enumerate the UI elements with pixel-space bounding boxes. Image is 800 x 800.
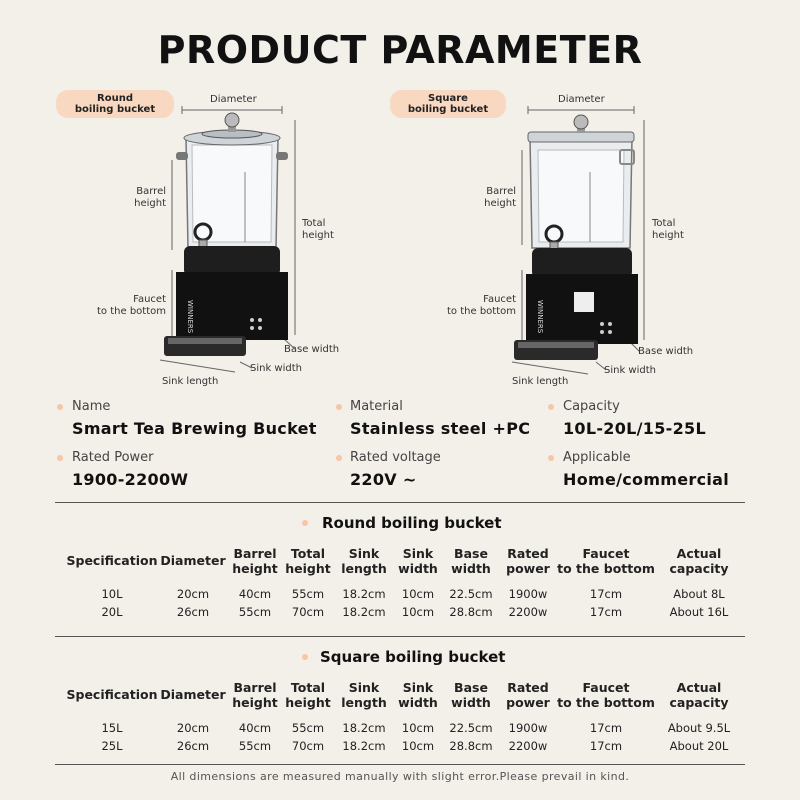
cell: 22.5cm [449,721,493,735]
param-value: 10L-20L/15-25L [563,419,706,438]
param-value: Smart Tea Brewing Bucket [72,419,317,438]
header-cell: Actual capacity [669,546,729,576]
cell: 17cm [589,721,623,735]
param-dot [336,455,342,461]
cell: 17cm [589,605,623,619]
header-cell: Faucet to the bottom [557,680,655,710]
square-table-title: Square boiling bucket [320,648,506,666]
square-barrel-height-l1: Barrel [486,186,516,197]
cell: 10cm [401,739,435,753]
param-label: Capacity [563,399,620,414]
page-title: PRODUCT PARAMETER [157,28,643,72]
header-cell: Specification [66,553,158,568]
cell: 10cm [401,605,435,619]
header-cell: Base width [451,680,491,710]
cell: 22.5cm [449,587,493,601]
cell: 40cm [238,587,272,601]
square-faucet-label [436,294,516,318]
divider [55,764,745,765]
header-cell: Barrel height [232,546,278,576]
cell: 17cm [589,587,623,601]
square-faucet-l2: to the bottom [447,306,516,317]
square-total-height-label [652,218,684,242]
section-dot [302,520,308,526]
square-base-width-label: Base width [638,346,694,357]
round-brand-text: WINNERS [186,300,194,334]
cell: 18.2cm [342,721,386,735]
cell: 55cm [291,721,325,735]
header-cell: Sink width [398,546,438,576]
header-cell: Diameter [160,687,226,702]
round-diameter-label: Diameter [210,94,257,105]
square-brand-text: WINNERS [536,300,544,334]
header-cell: Barrel height [232,680,278,710]
param-dot [548,404,554,410]
param-dot [57,455,63,461]
round-table-title: Round boiling bucket [322,514,502,532]
param-label: Name [72,399,111,414]
param-label: Applicable [563,450,631,465]
cell: About 9.5L [667,721,731,735]
square-total-height-l2: height [652,230,684,241]
cell: 26cm [176,739,210,753]
header-cell: Rated power [506,546,550,576]
cell: 1900w [508,721,548,735]
header-cell: Sink width [398,680,438,710]
cell: 70cm [291,739,325,753]
cell: About 20L [669,739,729,753]
cell: 18.2cm [342,587,386,601]
cell: 2200w [508,605,548,619]
cell: 10L [101,587,123,601]
cell: 25L [101,739,123,753]
cell: 10cm [401,721,435,735]
divider [55,502,745,503]
param-label: Rated Power [72,450,154,465]
cell: 55cm [238,605,272,619]
param-value: Stainless steel +PC [350,419,531,438]
header-cell: Diameter [160,553,226,568]
header-cell: Total height [285,680,331,710]
cell: 17cm [589,739,623,753]
round-barrel-height-l2: height [134,198,166,209]
cell: 40cm [238,721,272,735]
round-base-width-label: Base width [284,344,340,355]
square-barrel-height-label [474,186,516,210]
round-sink-length-label: Sink length [162,376,219,387]
cell: 55cm [291,587,325,601]
header-cell: Rated power [506,680,550,710]
cell: 20cm [176,587,210,601]
round-faucet-l2: to the bottom [97,306,166,317]
square-bucket [514,115,638,360]
cell: 1900w [508,587,548,601]
square-sink-width-label: Sink width [604,365,656,376]
param-value: 220V ~ [350,470,417,489]
square-sink-length-label: Sink length [512,376,569,387]
cell: 15L [101,721,123,735]
round-sink-width-label: Sink width [250,363,302,374]
round-badge-line2: boiling bucket [74,104,156,115]
round-badge-line1: Round [97,93,133,104]
round-bucket [164,113,288,356]
square-badge-line1: Square [428,93,468,104]
cell: 10cm [401,587,435,601]
param-dot [336,404,342,410]
cell: 28.8cm [449,605,493,619]
divider [55,636,745,637]
square-badge-line2: boiling bucket [407,104,489,115]
cell: 26cm [176,605,210,619]
cell: 18.2cm [342,739,386,753]
footnote: All dimensions are measured manually with slight error.Please prevail in kind. [170,770,630,783]
param-label: Material [350,399,403,414]
param-dot [57,404,63,410]
round-total-height-l1: Total [302,218,326,229]
header-cell: Specification [66,687,158,702]
square-total-height-l1: Total [652,218,676,229]
cell: About 16L [669,605,729,619]
header-cell: Sink length [341,680,387,710]
cell: 20cm [176,721,210,735]
round-total-height-l2: height [302,230,334,241]
square-badge [390,90,506,118]
cell: 20L [101,605,123,619]
square-diameter-label: Diameter [558,94,605,105]
cell: 55cm [238,739,272,753]
header-cell: Faucet to the bottom [557,546,655,576]
param-dot [548,455,554,461]
cell: 2200w [508,739,548,753]
round-faucet-l1: Faucet [133,294,166,305]
param-label: Rated voltage [350,450,441,465]
header-cell: Actual capacity [669,680,729,710]
cell: About 8L [673,587,725,601]
section-dot [302,654,308,660]
square-faucet-l1: Faucet [483,294,516,305]
round-barrel-height-l1: Barrel [136,186,166,197]
cell: 18.2cm [342,605,386,619]
cell: 28.8cm [449,739,493,753]
header-cell: Total height [285,546,331,576]
header-cell: Base width [451,546,491,576]
cell: 70cm [291,605,325,619]
header-cell: Sink length [341,546,387,576]
param-value: 1900-2200W [72,470,189,489]
square-barrel-height-l2: height [484,198,516,209]
param-value: Home/commercial [563,470,730,489]
